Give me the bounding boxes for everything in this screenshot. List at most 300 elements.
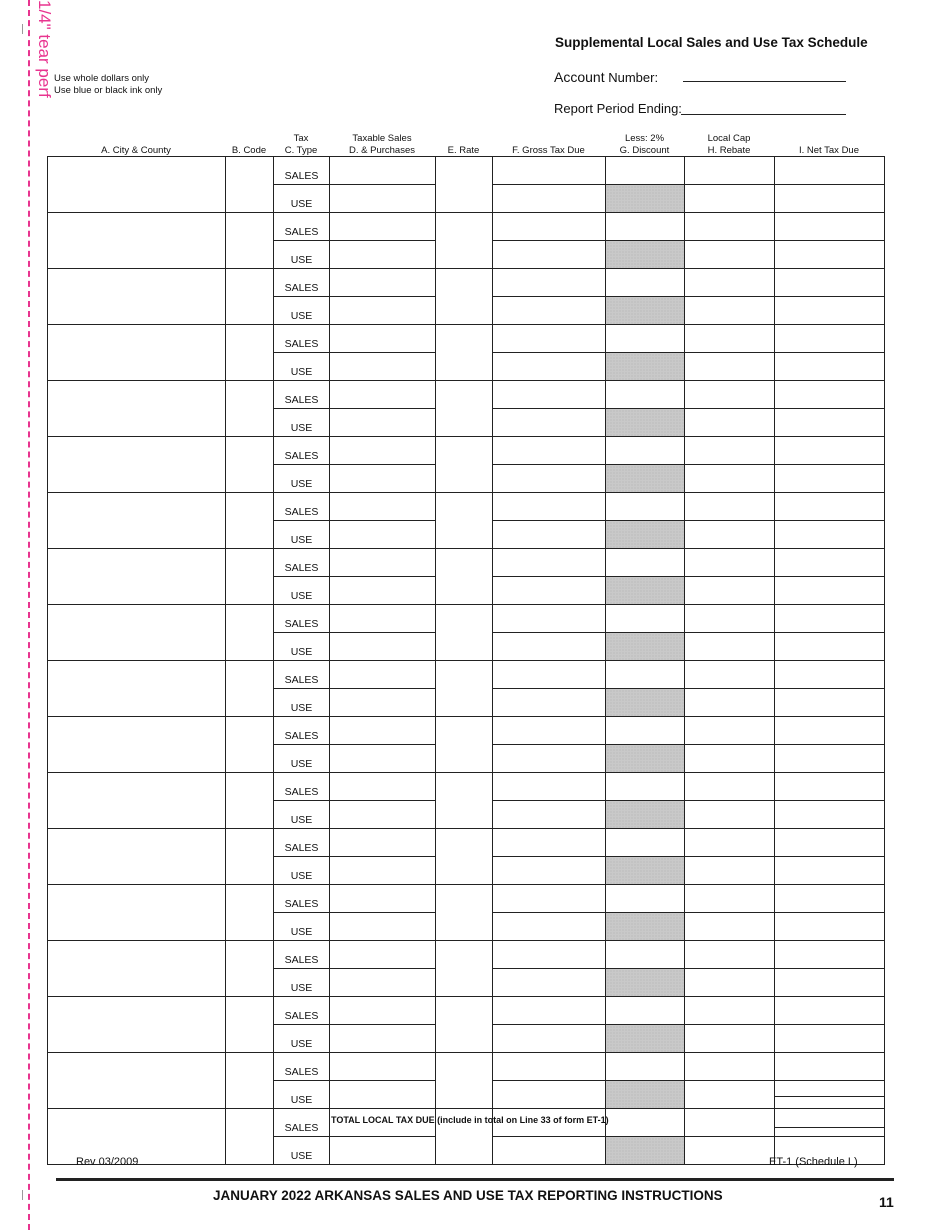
rebate-cell[interactable] [685,325,775,353]
gross-tax-due-cell[interactable] [493,1053,606,1081]
column-header-rate [435,132,492,156]
tear-perforation-line [28,0,30,1230]
rate-cell[interactable] [436,997,493,1053]
taxable-sales-cell[interactable] [330,213,436,241]
rate-cell[interactable] [436,269,493,325]
tax-type-sales-label: SALES [274,437,330,465]
rate-cell[interactable] [436,829,493,885]
taxable-sales-cell[interactable] [330,997,436,1025]
rebate-cell[interactable] [685,381,775,409]
tax-type-use-label: USE [274,969,330,997]
city-county-cell[interactable] [48,493,226,549]
gross-tax-due-cell[interactable] [493,801,606,829]
rate-cell[interactable] [436,773,493,829]
tax-type-sales-label: SALES [274,997,330,1025]
tax-type-sales-label: SALES [274,325,330,353]
note-ink-color: Use blue or black ink only [54,85,163,96]
net-tax-due-cell[interactable] [775,381,885,409]
taxable-purchases-cell[interactable] [330,1137,436,1165]
column-header-code [225,132,273,156]
rebate-cell[interactable] [685,997,775,1025]
code-cell[interactable] [226,1109,274,1165]
discount-shaded-cell [606,633,685,661]
gross-tax-due-cell[interactable] [493,577,606,605]
table-row-sales [48,997,885,1025]
total-local-tax-due-label: TOTAL LOCAL TAX DUE (include in total on Line 33 of form ET-1) [331,1115,609,1125]
net-tax-due-cell[interactable] [775,1025,885,1053]
discount-cell[interactable] [606,773,685,801]
column-label: E. Rate [447,144,480,156]
net-tax-due-cell[interactable] [775,577,885,605]
note-whole-dollars: Use whole dollars only [54,73,150,84]
column-label: G. Discount [619,144,670,156]
rebate-cell[interactable] [685,1109,775,1137]
taxable-purchases-cell[interactable] [330,1081,436,1109]
city-county-cell[interactable] [48,325,226,381]
tax-type-use-label: USE [274,633,330,661]
table-row-sales [48,717,885,745]
tax-type-use-label: USE [274,913,330,941]
discount-shaded-cell [606,1025,685,1053]
net-tax-due-cell[interactable] [775,717,885,745]
column-label: I. Net Tax Due [798,144,860,156]
taxable-purchases-cell[interactable] [330,969,436,997]
taxable-purchases-cell[interactable] [330,857,436,885]
table-row-sales [48,941,885,969]
net-tax-due-cell[interactable] [775,913,885,941]
tax-type-sales-label: SALES [274,269,330,297]
gross-tax-due-cell[interactable] [493,241,606,269]
gross-tax-due-cell[interactable] [493,941,606,969]
gross-tax-due-cell[interactable] [493,521,606,549]
city-county-cell[interactable] [48,773,226,829]
code-cell[interactable] [226,605,274,661]
rebate-cell[interactable] [685,773,775,801]
rate-cell[interactable] [436,157,493,213]
code-cell[interactable] [226,829,274,885]
code-cell[interactable] [226,381,274,437]
net-tax-due-cell[interactable] [775,689,885,717]
net-tax-due-cell[interactable] [775,857,885,885]
gross-tax-due-cell[interactable] [493,549,606,577]
gross-tax-due-cell[interactable] [493,913,606,941]
revision-date: Rev 03/2009 [76,1156,139,1168]
city-county-cell[interactable] [48,885,226,941]
rebate-cell[interactable] [685,521,775,549]
gross-tax-due-cell[interactable] [493,353,606,381]
taxable-purchases-cell[interactable] [330,745,436,773]
taxable-purchases-cell[interactable] [330,185,436,213]
net-tax-due-cell[interactable] [775,801,885,829]
footer-rule [56,1178,894,1181]
code-cell[interactable] [226,661,274,717]
code-cell[interactable] [226,213,274,269]
code-cell[interactable] [226,941,274,997]
city-county-cell[interactable] [48,829,226,885]
account-number-label [554,69,658,85]
column-header-city-county [47,132,225,156]
rate-cell[interactable] [436,885,493,941]
taxable-purchases-cell[interactable] [330,521,436,549]
gross-tax-due-cell[interactable] [493,633,606,661]
net-tax-due-cell[interactable] [775,353,885,381]
discount-shaded-cell [606,1081,685,1109]
column-label: D. & Purchases [349,144,415,156]
rebate-cell[interactable] [685,605,775,633]
city-county-cell[interactable] [48,381,226,437]
table-row-sales [48,157,885,185]
rebate-cell[interactable] [685,241,775,269]
discount-shaded-cell [606,857,685,885]
net-tax-due-cell[interactable] [775,269,885,297]
gross-tax-due-cell[interactable] [493,605,606,633]
total-local-tax-due-field[interactable] [774,1096,885,1128]
table-row-sales [48,829,885,857]
city-county-cell[interactable] [48,717,226,773]
column-header-net-tax-due [774,132,884,156]
tax-type-use-label: USE [274,353,330,381]
gross-tax-due-cell[interactable] [493,157,606,185]
net-tax-due-cell[interactable] [775,773,885,801]
net-tax-due-cell[interactable] [775,605,885,633]
net-tax-due-cell[interactable] [775,185,885,213]
rate-cell[interactable] [436,661,493,717]
discount-cell[interactable] [606,829,685,857]
table-row-sales [48,493,885,521]
discount-cell[interactable] [606,381,685,409]
net-tax-due-cell[interactable] [775,213,885,241]
perforation-tick-top [22,24,31,34]
rebate-cell[interactable] [685,297,775,325]
taxable-sales-cell[interactable] [330,941,436,969]
discount-shaded-cell [606,577,685,605]
gross-tax-due-cell[interactable] [493,213,606,241]
code-cell[interactable] [226,549,274,605]
column-label-top: Taxable Sales [352,133,412,144]
gross-tax-due-cell[interactable] [493,857,606,885]
tax-type-use-label: USE [274,297,330,325]
rebate-cell[interactable] [685,913,775,941]
rebate-cell[interactable] [685,409,775,437]
rebate-cell[interactable] [685,269,775,297]
net-tax-due-cell[interactable] [775,521,885,549]
taxable-sales-cell[interactable] [330,325,436,353]
taxable-purchases-cell[interactable] [330,1025,436,1053]
tax-type-use-label: USE [274,521,330,549]
rate-cell[interactable] [436,605,493,661]
city-county-cell[interactable] [48,941,226,997]
code-cell[interactable] [226,773,274,829]
code-cell[interactable] [226,997,274,1053]
rebate-cell[interactable] [685,969,775,997]
gross-tax-due-cell[interactable] [493,745,606,773]
gross-tax-due-cell[interactable] [493,381,606,409]
rebate-cell[interactable] [685,549,775,577]
rate-cell[interactable] [436,325,493,381]
city-county-cell[interactable] [48,269,226,325]
tax-type-sales-label: SALES [274,549,330,577]
table-row-sales [48,605,885,633]
discount-cell[interactable] [606,997,685,1025]
taxable-purchases-cell[interactable] [330,913,436,941]
discount-shaded-cell [606,521,685,549]
account-label-word: Account [554,69,605,85]
gross-tax-due-cell[interactable] [493,717,606,745]
taxable-purchases-cell[interactable] [330,297,436,325]
gross-tax-due-cell[interactable] [493,885,606,913]
city-county-cell[interactable] [48,549,226,605]
taxable-sales-cell[interactable] [330,661,436,689]
code-cell[interactable] [226,325,274,381]
tax-type-use-label: USE [274,689,330,717]
report-period-field[interactable] [681,114,846,115]
city-county-cell[interactable] [48,213,226,269]
table-row-sales [48,1053,885,1081]
column-header-discount [605,132,684,156]
discount-cell[interactable] [606,269,685,297]
discount-cell[interactable] [606,717,685,745]
tax-type-sales-label: SALES [274,213,330,241]
gross-tax-due-cell[interactable] [493,297,606,325]
rebate-cell[interactable] [685,745,775,773]
rebate-cell[interactable] [685,1081,775,1109]
tax-type-sales-label: SALES [274,381,330,409]
discount-shaded-cell [606,297,685,325]
rebate-cell[interactable] [685,801,775,829]
taxable-purchases-cell[interactable] [330,633,436,661]
discount-cell[interactable] [606,885,685,913]
rate-cell[interactable] [436,549,493,605]
net-tax-due-cell[interactable] [775,661,885,689]
net-tax-due-cell[interactable] [775,829,885,857]
rebate-cell[interactable] [685,353,775,381]
taxable-sales-cell[interactable] [330,885,436,913]
discount-cell[interactable] [606,437,685,465]
taxable-purchases-cell[interactable] [330,465,436,493]
gross-tax-due-cell[interactable] [493,773,606,801]
discount-shaded-cell [606,689,685,717]
gross-tax-due-cell[interactable] [493,185,606,213]
discount-cell[interactable] [606,661,685,689]
rebate-cell[interactable] [685,661,775,689]
discount-shaded-cell [606,913,685,941]
schedule-table [47,156,885,1165]
code-cell[interactable] [226,493,274,549]
taxable-purchases-cell[interactable] [330,801,436,829]
rebate-cell[interactable] [685,185,775,213]
rate-cell[interactable] [436,437,493,493]
gross-tax-due-cell[interactable] [493,1081,606,1109]
rebate-cell[interactable] [685,213,775,241]
gross-tax-due-cell[interactable] [493,997,606,1025]
discount-shaded-cell [606,353,685,381]
taxable-sales-cell[interactable] [330,269,436,297]
rate-cell[interactable] [436,1053,493,1109]
taxable-sales-cell[interactable] [330,717,436,745]
tax-type-sales-label: SALES [274,829,330,857]
code-cell[interactable] [226,885,274,941]
city-county-cell[interactable] [48,661,226,717]
rebate-cell[interactable] [685,465,775,493]
tax-type-use-label: USE [274,409,330,437]
net-tax-due-cell[interactable] [775,745,885,773]
taxable-purchases-cell[interactable] [330,689,436,717]
discount-shaded-cell [606,465,685,493]
taxable-sales-cell[interactable] [330,493,436,521]
rate-cell[interactable] [436,717,493,773]
net-tax-due-cell[interactable] [775,157,885,185]
rebate-cell[interactable] [685,829,775,857]
tax-type-use-label: USE [274,745,330,773]
form-identifier: ET-1 (Schedule L) [769,1156,858,1168]
rebate-cell[interactable] [685,857,775,885]
taxable-sales-cell[interactable] [330,605,436,633]
net-tax-due-cell[interactable] [775,549,885,577]
taxable-sales-cell[interactable] [330,773,436,801]
rebate-cell[interactable] [685,941,775,969]
tax-type-sales-label: SALES [274,717,330,745]
rate-cell[interactable] [436,493,493,549]
tax-type-use-label: USE [274,241,330,269]
gross-tax-due-cell[interactable] [493,269,606,297]
discount-cell[interactable] [606,325,685,353]
column-label: F. Gross Tax Due [512,144,585,156]
tax-type-sales-label: SALES [274,661,330,689]
tax-type-sales-label: SALES [274,885,330,913]
rebate-cell[interactable] [685,1137,775,1165]
taxable-purchases-cell[interactable] [330,353,436,381]
discount-cell[interactable] [606,213,685,241]
gross-tax-due-cell[interactable] [493,325,606,353]
net-tax-due-cell[interactable] [775,633,885,661]
gross-tax-due-cell[interactable] [493,969,606,997]
gross-tax-due-cell[interactable] [493,1137,606,1165]
rebate-cell[interactable] [685,885,775,913]
discount-shaded-cell [606,745,685,773]
code-cell[interactable] [226,1053,274,1109]
city-county-cell[interactable] [48,605,226,661]
taxable-purchases-cell[interactable] [330,409,436,437]
city-county-cell[interactable] [48,997,226,1053]
net-tax-due-cell[interactable] [775,465,885,493]
rate-cell[interactable] [436,213,493,269]
taxable-purchases-cell[interactable] [330,577,436,605]
city-county-cell[interactable] [48,1053,226,1109]
taxable-sales-cell[interactable] [330,549,436,577]
number-label-word: Number: [608,70,659,85]
net-tax-due-cell[interactable] [775,997,885,1025]
form-instructions [54,73,162,97]
rate-cell[interactable] [436,381,493,437]
report-period-label: Report Period Ending: [554,101,682,116]
city-county-cell[interactable] [48,437,226,493]
rebate-cell[interactable] [685,1025,775,1053]
tear-perforation-label: 1/4" tear perf [35,0,54,98]
net-tax-due-cell[interactable] [775,1053,885,1081]
gross-tax-due-cell[interactable] [493,829,606,857]
perforation-tick-bottom [22,1190,31,1200]
taxable-sales-cell[interactable] [330,1053,436,1081]
table-row-sales [48,661,885,689]
code-cell[interactable] [226,437,274,493]
taxable-sales-cell[interactable] [330,157,436,185]
gross-tax-due-cell[interactable] [493,409,606,437]
gross-tax-due-cell[interactable] [493,493,606,521]
code-cell[interactable] [226,157,274,213]
discount-cell[interactable] [606,941,685,969]
discount-shaded-cell [606,969,685,997]
table-row-sales [48,381,885,409]
table-row-sales [48,885,885,913]
tax-type-use-label: USE [274,1081,330,1109]
discount-cell[interactable] [606,605,685,633]
net-tax-due-cell[interactable] [775,941,885,969]
gross-tax-due-cell[interactable] [493,661,606,689]
tax-type-sales-label: SALES [274,773,330,801]
net-tax-due-cell[interactable] [775,297,885,325]
taxable-sales-cell[interactable] [330,829,436,857]
gross-tax-due-cell[interactable] [493,689,606,717]
discount-cell[interactable] [606,549,685,577]
account-number-field[interactable] [683,81,846,82]
column-header-taxable-sales [329,132,435,156]
taxable-sales-cell[interactable] [330,381,436,409]
net-tax-due-cell[interactable] [775,437,885,465]
discount-cell[interactable] [606,157,685,185]
code-cell[interactable] [226,717,274,773]
discount-cell[interactable] [606,1109,685,1137]
column-label-top: Local Cap [707,133,751,144]
net-tax-due-cell[interactable] [775,241,885,269]
discount-shaded-cell [606,241,685,269]
tax-type-use-label: USE [274,465,330,493]
taxable-purchases-cell[interactable] [330,241,436,269]
tax-type-use-label: USE [274,185,330,213]
gross-tax-due-cell[interactable] [493,437,606,465]
net-tax-due-cell[interactable] [775,325,885,353]
net-tax-due-cell[interactable] [775,493,885,521]
tax-type-sales-label: SALES [274,605,330,633]
tax-type-use-label: USE [274,1137,330,1165]
publication-title: JANUARY 2022 ARKANSAS SALES AND USE TAX REPORTING INSTRUCTIONS [213,1188,723,1203]
rebate-cell[interactable] [685,689,775,717]
taxable-sales-cell[interactable] [330,437,436,465]
rebate-cell[interactable] [685,577,775,605]
net-tax-due-cell[interactable] [775,885,885,913]
code-cell[interactable] [226,269,274,325]
rebate-cell[interactable] [685,157,775,185]
column-header-gross-tax-due [492,132,605,156]
table-row-sales [48,437,885,465]
discount-shaded-cell [606,1137,685,1165]
rebate-cell[interactable] [685,437,775,465]
discount-shaded-cell [606,185,685,213]
discount-cell[interactable] [606,493,685,521]
rebate-cell[interactable] [685,633,775,661]
discount-shaded-cell [606,409,685,437]
gross-tax-due-cell[interactable] [493,1025,606,1053]
city-county-cell[interactable] [48,157,226,213]
gross-tax-due-cell[interactable] [493,465,606,493]
rebate-cell[interactable] [685,1053,775,1081]
discount-cell[interactable] [606,1053,685,1081]
tax-type-use-label: USE [274,857,330,885]
rebate-cell[interactable] [685,493,775,521]
net-tax-due-cell[interactable] [775,409,885,437]
rate-cell[interactable] [436,941,493,997]
net-tax-due-cell[interactable] [775,969,885,997]
rebate-cell[interactable] [685,717,775,745]
